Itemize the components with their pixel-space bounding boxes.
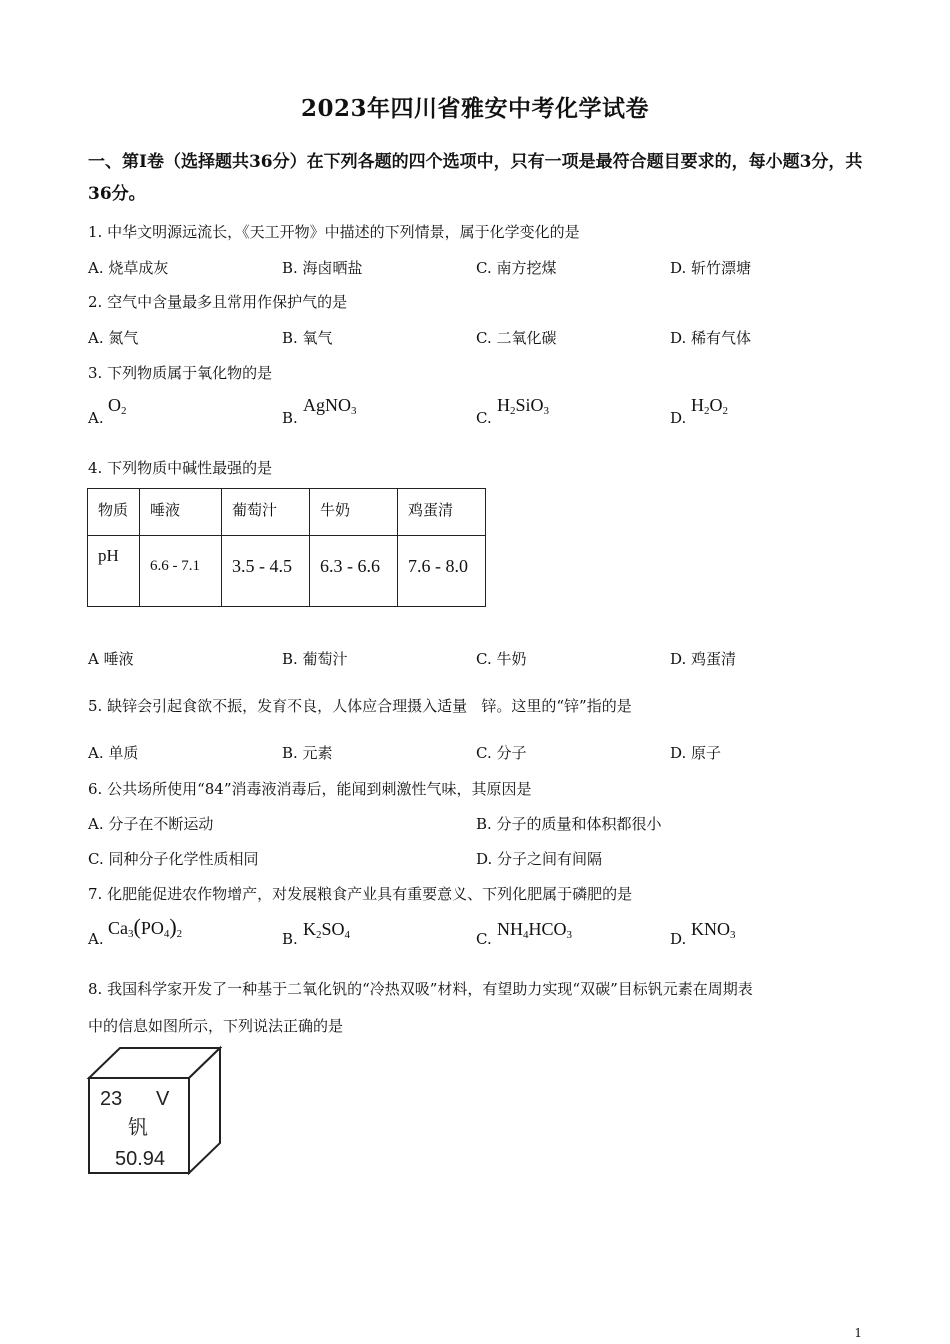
- q1-option-b[interactable]: B. 海卤晒盐: [282, 259, 363, 277]
- atomic-mass: 50.94: [115, 1148, 166, 1170]
- q6-option-a[interactable]: A. 分子在不断运动: [88, 815, 214, 833]
- q7-option-a[interactable]: A.: [88, 930, 104, 948]
- table-header-cell: 唾液: [140, 489, 222, 536]
- element-name: 钒: [128, 1115, 148, 1139]
- table-cell: 6.6 - 7.1: [140, 536, 222, 607]
- q1-option-c[interactable]: C. 南方挖煤: [476, 259, 557, 277]
- q7-option-c[interactable]: C.: [476, 930, 492, 948]
- q3-option-c[interactable]: C.: [476, 409, 492, 427]
- page-number: 1: [854, 1326, 862, 1340]
- table-row: [88, 536, 486, 607]
- table-row-label: pH: [88, 536, 140, 607]
- q3-formula-b: AgNO$_3$: [303, 395, 357, 417]
- q7-option-b[interactable]: B.: [282, 930, 298, 948]
- q5-option-a[interactable]: A. 单质: [88, 744, 139, 762]
- q6-option-c[interactable]: C. 同种分子化学性质相同: [88, 850, 259, 868]
- q4-option-d[interactable]: D. 鸡蛋清: [670, 650, 737, 668]
- table-header-cell: 物质: [88, 489, 140, 536]
- q7-formula-b: $K_2SO_4$: [303, 919, 351, 941]
- table-header-cell: 鸡蛋清: [398, 489, 486, 536]
- ph-table: [87, 488, 486, 607]
- q7-formula-d: $KNO_3$: [691, 919, 736, 941]
- table-cell: 6.3 - 6.6: [310, 536, 398, 607]
- q1-option-d[interactable]: D. 斩竹漂塘: [670, 259, 752, 277]
- question-6-stem: 6. 公共场所使用“84”消毒液消毒后，能闻到刺激性气味，其原因是: [88, 780, 532, 798]
- q3-option-b[interactable]: B.: [282, 409, 298, 427]
- q4-option-a[interactable]: A 唾液: [88, 650, 134, 668]
- q3-formula-c: $H_2SiO_3$: [497, 395, 550, 417]
- q7-formula-c: $NH_4HCO_3$: [497, 919, 573, 941]
- q2-option-c[interactable]: C. 二氧化碳: [476, 329, 557, 347]
- table-cell: 7.6 - 8.0: [398, 536, 486, 607]
- element-symbol: V: [156, 1088, 170, 1110]
- element-card-vanadium: [86, 1045, 226, 1180]
- q3-formula-d: $H_2O_2$: [691, 395, 728, 417]
- page-title: 2023年四川省雅安中考化学试卷: [300, 95, 649, 122]
- q3-option-d[interactable]: D.: [670, 409, 687, 427]
- q4-option-c[interactable]: C. 牛奶: [476, 650, 527, 668]
- question-8-line-1: 8. 我国科学家开发了一种基于二氧化钒的“冷热双吸”材料，有望助力实现“双碳”目标钒元素在周期表: [88, 980, 753, 998]
- q7-formula-a: $Ca_3(PO_4)_2$: [108, 914, 183, 940]
- question-7-stem: 7. 化肥能促进农作物增产，对发展粮食产业具有重要意义、下列化肥属于磷肥的是: [88, 885, 633, 903]
- section-heading: 一、第Ⅰ卷（选择题共36分）在下列各题的四个选项中，只有一项是最符合题目要求的，每小题3分，共36分。: [88, 152, 863, 204]
- q1-option-a[interactable]: A. 烧草成灰: [88, 259, 169, 277]
- question-2-stem: 2. 空气中含量最多且常用作保护气的是: [88, 293, 348, 311]
- q4-option-b[interactable]: B. 葡萄汁: [282, 650, 348, 668]
- q3-formula-a: $O_2$: [108, 395, 127, 417]
- q5-option-b[interactable]: B. 元素: [282, 744, 333, 762]
- q6-option-d[interactable]: D. 分子之间有间隔: [476, 850, 603, 868]
- table-row: [88, 489, 486, 536]
- question-4-stem: 4. 下列物质中碱性最强的是: [88, 459, 273, 477]
- table-header-cell: 葡萄汁: [222, 489, 310, 536]
- question-1-stem: 1. 中华文明源远流长，《天工开物》中描述的下列情景，属于化学变化的是: [88, 223, 580, 241]
- table-header-cell: 牛奶: [310, 489, 398, 536]
- question-8-line-2: 中的信息如图所示，下列说法正确的是: [88, 1017, 344, 1035]
- q2-option-d[interactable]: D. 稀有气体: [670, 329, 752, 347]
- q2-option-a[interactable]: A. 氮气: [88, 329, 139, 347]
- q2-option-b[interactable]: B. 氧气: [282, 329, 333, 347]
- q3-option-a[interactable]: A.: [88, 409, 104, 427]
- q5-option-d[interactable]: D. 原子: [670, 744, 722, 762]
- q7-option-d[interactable]: D.: [670, 930, 687, 948]
- atomic-number: 23: [100, 1088, 123, 1110]
- question-3-stem: 3. 下列物质属于氧化物的是: [88, 364, 273, 382]
- q5-option-c[interactable]: C. 分子: [476, 744, 527, 762]
- q6-option-b[interactable]: B. 分子的质量和体积都很小: [476, 815, 662, 833]
- question-5-stem: 5. 缺锌会引起食欲不振，发育不良，人体应合理摄入适量 锌。这里的“锌”指的是: [88, 697, 632, 715]
- table-cell: 3.5 - 4.5: [222, 536, 310, 607]
